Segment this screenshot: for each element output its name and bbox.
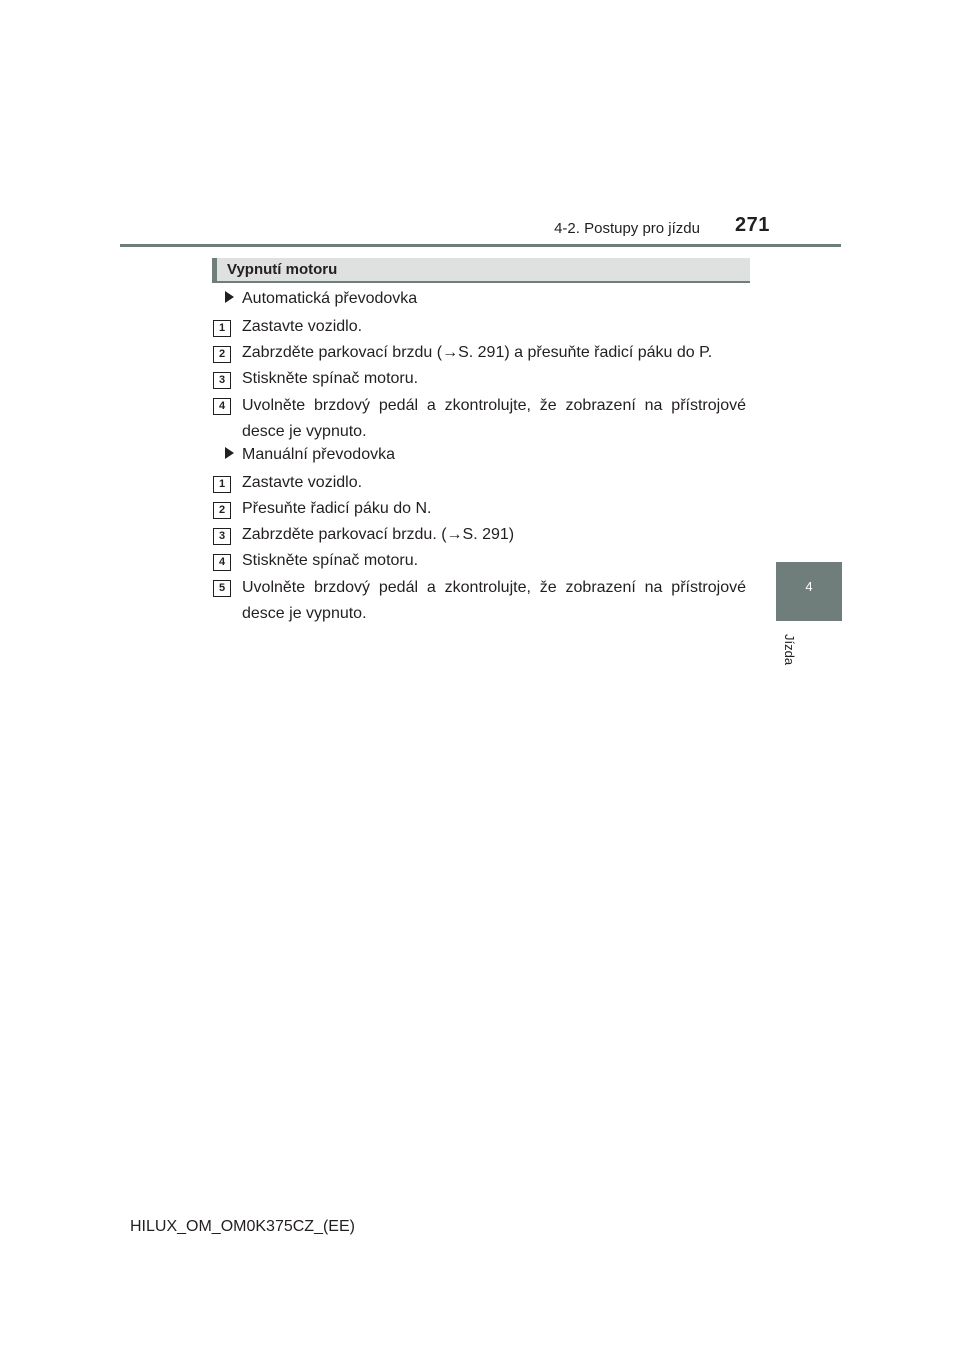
step-number: 3	[213, 528, 231, 545]
triangle-bullet-icon	[225, 291, 234, 303]
step-text: Zabrzděte parkovací brzdu. (→S. 291)	[242, 526, 515, 543]
step-text: Uvolněte brzdový pedál a zkontrolujte, že zobrazení na přístrojové desce je vypnuto.	[242, 579, 746, 622]
page-number: 271	[735, 214, 770, 236]
step-text: Stiskněte spínač motoru.	[242, 370, 419, 387]
subheading-automatic	[225, 290, 417, 312]
step-number: 2	[213, 502, 231, 519]
subheading-manual-label: Manuální převodovka	[242, 446, 395, 463]
chapter-tab	[776, 562, 842, 621]
step-number: 1	[213, 476, 231, 493]
step-number: 4	[213, 398, 231, 415]
subheading-manual	[225, 446, 395, 468]
chapter-label: Jízda	[782, 634, 797, 666]
step-text: Přesuňte řadicí páku do N.	[242, 500, 432, 517]
subheading-automatic-label: Automatická převodovka	[242, 290, 418, 307]
step-number: 4	[213, 554, 231, 571]
section-heading	[212, 258, 750, 283]
document-code-footer: HILUX_OM_OM0K375CZ_(EE)	[130, 1218, 355, 1235]
step-text: Zastavte vozidlo.	[242, 474, 363, 491]
chapter-number: 4	[805, 579, 813, 594]
step-number: 3	[213, 372, 231, 389]
step-text: Stiskněte spínač motoru.	[242, 552, 419, 569]
header-divider	[120, 244, 841, 247]
step-number: 2	[213, 346, 231, 363]
header-section-title: 4-2. Postupy pro jízdu	[554, 220, 700, 237]
section-title: Vypnutí motoru	[227, 261, 338, 278]
step-text: Uvolněte brzdový pedál a zkontrolujte, že zobrazení na přístrojové desce je vypnuto.	[242, 397, 746, 440]
chapter-label-container	[775, 630, 815, 670]
step-text: Zabrzděte parkovací brzdu (→S. 291) a přesuňte řadicí páku do P.	[242, 344, 713, 361]
step-text: Zastavte vozidlo.	[242, 318, 363, 335]
step-number: 5	[213, 580, 231, 597]
step-number: 1	[213, 320, 231, 337]
triangle-bullet-icon	[225, 447, 234, 459]
